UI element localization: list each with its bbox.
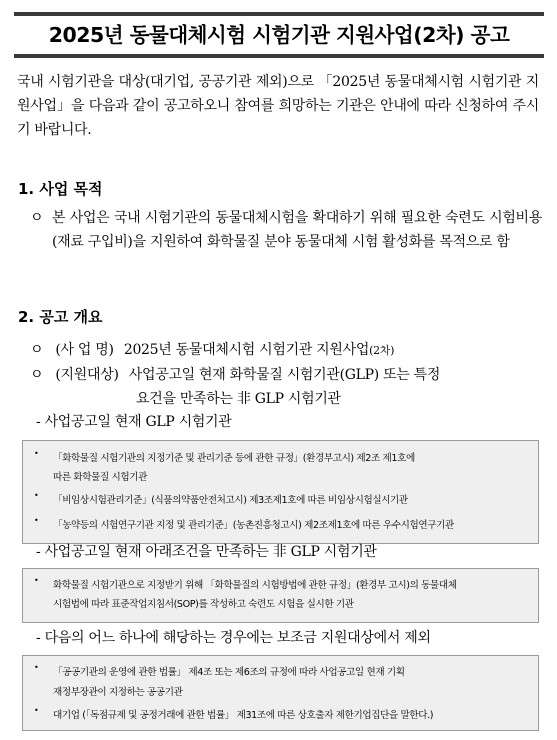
glp-criteria-box [22, 440, 539, 544]
intro-paragraph: 국내 시험기관을 대상(대기업, 공공기관 제외)으로 「2025년 동물대체시험 시험기관 지원사업」을 다음과 같이 공고하오니 참여를 희망하는 기관은 안내에 따라 신청하여 주시기 바랍니다. [17, 74, 539, 138]
target-line2: 요건을 만족하는 非 GLP 시험기관 [136, 391, 341, 407]
circle-bullet-icon: ㅇ [30, 210, 44, 226]
box1-item-3: • 「농약등의 시험연구기관 지정 및 관리기준」(농촌진흥청고시) 제2조제1호에 따른 우수시험연구기관 [34, 516, 454, 531]
business-name-row [30, 338, 394, 363]
dash-item-exclusion: - 다음의 어느 하나에 해당하는 경우에는 보조금 지원대상에서 제외 [36, 630, 431, 646]
bullet-dot-icon: • [34, 491, 39, 500]
target-label: (지원대상) [55, 367, 119, 383]
bullet-dot-icon: • [34, 449, 39, 458]
circle-bullet-icon: ㅇ [30, 367, 44, 383]
box1-item-2: • 「비임상시험관리기준」(식품의약품안전처고시) 제3조제1호에 따른 비임상시험실시기관 [34, 491, 408, 506]
business-name-label: (사 업 명) [55, 342, 114, 358]
title-banner [14, 12, 544, 58]
box3-item-2: • 대기업 (「독점규제 및 공정거래에 관한 법률」 제31조에 따른 상호출자 제한기업집단을 말한다.) [34, 706, 434, 721]
section2-heading: 2. 공고 개요 [18, 308, 103, 326]
section1-heading: 1. 사업 목적 [18, 180, 103, 198]
business-name-value: 2025년 동물대체시험 시험기관 지원사업 [123, 342, 370, 358]
bullet-dot-icon: • [34, 663, 39, 672]
bullet-dot-icon: • [34, 706, 39, 715]
bullet-dot-icon: • [34, 576, 39, 585]
box3-item-1: • 「공공기관의 운영에 관한 법률」 제4조 또는 제6조의 규정에 따라 사업공고일 현재 기획 재정부장관이 지정하는 공공기관 [34, 663, 405, 698]
dash-item-glp: - 사업공고일 현재 GLP 시험기관 [36, 414, 232, 430]
page-title: 2025년 동물대체시험 시험기관 지원사업(2차) 공고 [48, 23, 510, 47]
exclusion-box [22, 655, 539, 731]
box1-item-1: • 「화학물질 시험기관의 지정기준 및 관리기준 등에 관한 규정」(환경부고시) 제2조 제1호에 따른 화학물질 시험기관 [34, 449, 415, 483]
circle-bullet-icon: ㅇ [30, 342, 44, 358]
section1-bullet [30, 206, 542, 254]
bullet-dot-icon: • [34, 516, 39, 525]
target-row [30, 363, 440, 387]
business-name-suffix: (2차) [369, 344, 395, 357]
non-glp-criteria-box [22, 568, 539, 623]
box2-item-1: • 화학물질 시험기관으로 지정받기 위해 「화학물질의 시험방법에 관한 규정」(환경부 고시)의 동물대체 시험법에 따라 표준작업지침서(SOP)를 작성하고 숙련도 시험을 실시한 기관 [34, 576, 457, 610]
title-bottom-rule [14, 54, 544, 58]
target-line1: 사업공고일 현재 화학물질 시험기관(GLP) 또는 특정 [128, 367, 441, 383]
dash-item-non-glp: - 사업공고일 현재 아래조건을 만족하는 非 GLP 시험기관 [36, 544, 377, 560]
section1-text: 본 사업은 국내 시험기관의 동물대체시험을 확대하기 위해 필요한 숙련도 시험비용(재료 구입비)을 지원하여 화학물질 분야 동물대체 시험 활성화를 목적으로 함 [52, 210, 542, 250]
